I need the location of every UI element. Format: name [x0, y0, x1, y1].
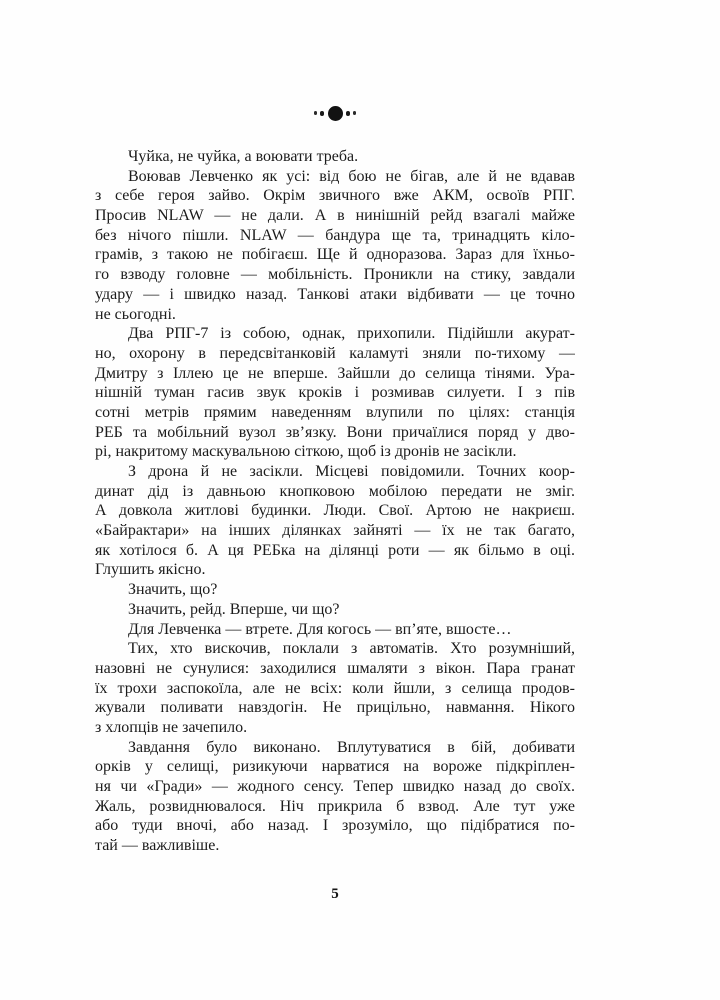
text-line: РЕБ та мобільний вузол зв’язку. Вони причаїлися поряд у дво-: [95, 423, 575, 441]
paragraph: [95, 147, 575, 167]
section-divider-ornament: [95, 103, 575, 123]
text-line: А довкола житлові будинки. Люди. Свої. Артою не накриєш.: [95, 502, 575, 520]
paragraph: [95, 580, 575, 600]
text-line: го взводу головне — мобільність. Проникли на стику, завдали: [95, 266, 575, 284]
text-line: не сьогодні.: [95, 305, 176, 323]
text-line: сотні метрів прямим наведенням влупили по цілях: станція: [95, 403, 575, 421]
text-line: назовні не сунулися: заходилися шмаляти з вікон. Пара гранат: [95, 659, 575, 677]
text-line: Дмитру з Іллею це не вперше. Зайшли до селища тінями. Ура-: [95, 364, 575, 382]
text-line: ня чи «Гради» — жодного сенсу. Тепер швидко назад до своїх.: [95, 778, 575, 795]
text-line: грамів, з такою не побігаєш. Ще й одноразова. Зараз для їхньо-: [95, 246, 575, 264]
text-line: Два РПГ-7 із собою, однак, прихопили. Підійшли акурат-: [128, 325, 575, 343]
body-text: [95, 147, 575, 856]
text-line: Завдання було виконано. Вплутуватися в бій, добивати: [128, 738, 575, 756]
text-line: їх трохи заспокоїла, але не всіх: коли йшли, з селища продов-: [95, 679, 575, 697]
text-line: Жаль, розвиднювалося. Ніч прикрила б взвод. Але тут уже: [95, 797, 575, 815]
paragraph: [95, 738, 575, 856]
text-line: або туди вночі, або назад. І зрозуміло, що підібратися по-: [95, 817, 575, 835]
divider-bead-icon: [353, 111, 356, 115]
text-line: нішній туман гасив звук кроків і розмивав силуети. І з пів: [95, 384, 575, 402]
text-line: орків у селищі, ризикуючи нарватися на вороже підкріплен-: [95, 758, 575, 776]
text-line: З дрона й не засікли. Місцеві повідомили. Точних коор-: [128, 463, 575, 480]
text-line: динат дід із давньою кнопковою мобілою передати не зміг.: [95, 482, 575, 500]
text-line: удару — і швидко назад. Танкові атаки відбивати — це точно: [95, 285, 575, 303]
text-line: но, охорону в передсвітанковій каламуті зняли по-тихому —: [95, 344, 575, 362]
paragraph: [95, 600, 575, 620]
divider-bead-icon: [346, 111, 350, 116]
text-line: Значить, рейд. Вперше, чи що?: [128, 600, 340, 618]
text-line: без нічого пішли. NLAW — бандура ще та, тринадцять кіло-: [95, 226, 575, 244]
text-line: Воював Левченко як усі: від бою не бігав, але й не вдавав: [128, 167, 575, 185]
divider-circle-icon: [328, 106, 343, 121]
paragraph: [95, 324, 575, 462]
text-line: з хлопців не зачепило.: [95, 718, 248, 736]
text-line: як хотілося б. А ця РЕБка на ділянці роти — як більмо в оці.: [95, 541, 575, 559]
page-number: 5: [331, 886, 339, 902]
text-line: Значить, що?: [128, 581, 218, 599]
paragraph: [95, 639, 575, 737]
text-line: рі, накритому маскувальною сіткою, щоб із дронів не засікли.: [95, 443, 517, 461]
text-line: Просив NLAW — не дали. А в нинішній рейд взагалі майже: [95, 207, 575, 225]
text-line: з себе героя зайво. Окрім звичного вже АКМ, освоїв РПГ.: [95, 187, 575, 205]
text-line: Чуйка, не чуйка, а воювати треба.: [128, 148, 359, 165]
divider-bead-icon: [320, 111, 324, 116]
text-line: тай — важливіше.: [95, 837, 220, 855]
text-line: Тих, хто вискочив, поклали з автоматів. Хто розумніший,: [128, 640, 575, 658]
text-line: «Байрактари» на інших ділянках зайняті — їх не так багато,: [95, 522, 575, 540]
text-line: Глушить якісно.: [95, 561, 206, 579]
paragraph: [95, 167, 575, 325]
text-line: жували поливати навздогін. Не прицільно, навмання. Нікого: [95, 699, 575, 717]
paragraph: [95, 620, 575, 640]
paragraph: [95, 462, 575, 580]
divider-bead-icon: [314, 111, 317, 115]
text-line: Для Левченка — втрете. Для когось — вп’яте, вшосте…: [128, 620, 512, 638]
